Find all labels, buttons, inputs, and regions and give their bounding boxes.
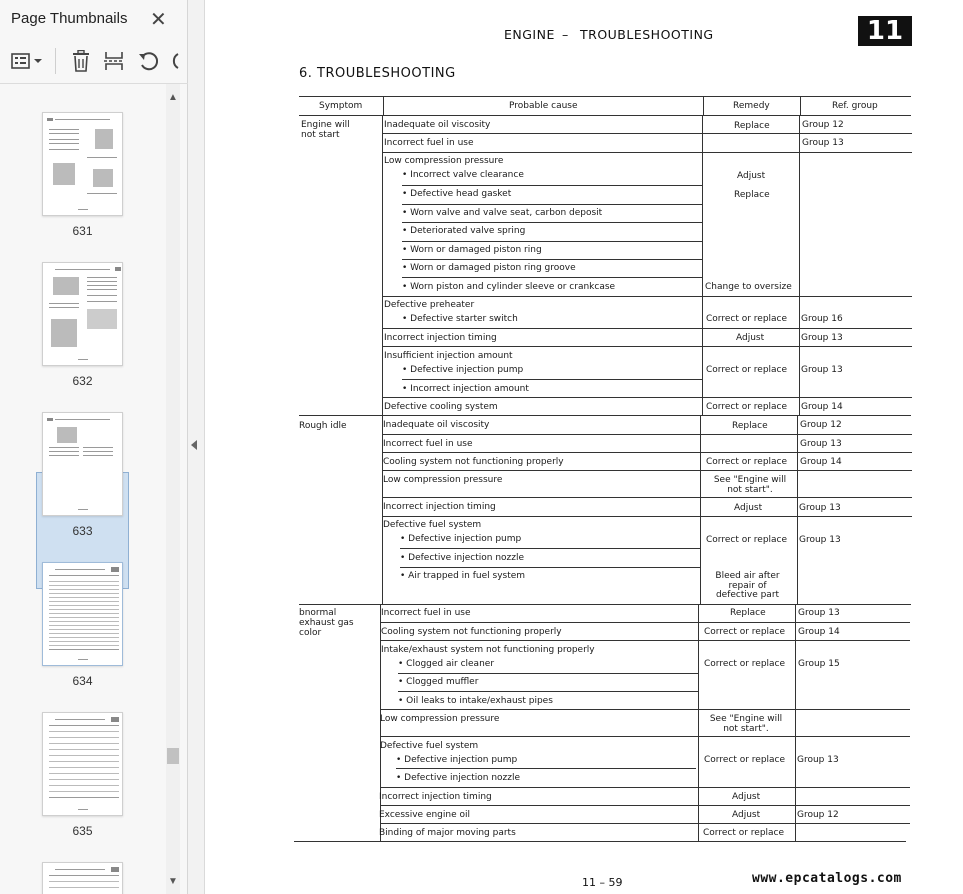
table-cell: Cooling system not functioning properly: [383, 457, 564, 467]
table-cell: • Defective head gasket: [402, 189, 512, 199]
table-cell: Incorrect fuel in use: [384, 138, 474, 148]
page-number: 11 – 59: [582, 876, 623, 889]
table-cell: • Worn piston and cylinder sleeve or crankcase: [402, 282, 616, 292]
column-header-ref: Ref. group: [832, 101, 878, 111]
table-cell: Correct or replace: [703, 828, 785, 838]
table-cell: • Defective injection pump: [396, 755, 518, 765]
table-cell: Correct or replace: [706, 457, 788, 467]
table-cell: Group 13: [801, 365, 843, 375]
header-dash: –: [562, 27, 569, 42]
thumbnail-scrollbar[interactable]: [166, 84, 180, 894]
table-cell: Correct or replace: [704, 659, 786, 669]
thumbnail-page-label: 632: [72, 374, 93, 388]
table-cell: Inadequate oil viscosity: [384, 120, 491, 130]
table-cell: Group 14: [800, 457, 842, 467]
table-cell: Defective fuel system: [380, 741, 479, 751]
table-cell: Incorrect injection timing: [384, 333, 497, 343]
table-cell: Low compression pressure: [383, 475, 503, 485]
table-cell: Low compression pressure: [380, 714, 500, 724]
table-cell: Adjust: [737, 171, 766, 181]
table-cell: Group 13: [797, 755, 839, 765]
table-cell: Group 15: [798, 659, 840, 669]
table-cell: Replace: [734, 190, 770, 200]
table-cell: Replace: [732, 421, 768, 431]
collapse-panel-icon[interactable]: [191, 440, 197, 450]
table-cell: Group 14: [801, 402, 843, 412]
column-header-symptom: Symptom: [319, 101, 363, 111]
toolbar-separator: [55, 48, 56, 74]
table-cell: Correct or replace: [706, 314, 788, 324]
thumbnail-page-label: 635: [72, 824, 93, 838]
extract-pages-icon[interactable]: [101, 48, 127, 74]
document-page: [206, 0, 963, 894]
table-cell: Group 12: [800, 420, 842, 430]
table-cell: Cooling system not functioning properly: [381, 627, 562, 637]
page-thumbnail[interactable]: [42, 112, 123, 216]
table-cell: Group 16: [801, 314, 843, 324]
symptom-abnormal-exhaust: bnormal exhaust gas color: [299, 608, 354, 638]
table-cell: Group 13: [801, 333, 843, 343]
table-cell: • Air trapped in fuel system: [400, 571, 526, 581]
table-cell: • Worn or damaged piston ring: [402, 245, 542, 255]
trash-icon[interactable]: [68, 48, 94, 74]
table-cell: Excessive engine oil: [379, 810, 471, 820]
table-cell: Adjust: [734, 503, 763, 513]
table-cell: Defective preheater: [384, 300, 475, 310]
table-cell: Change to oversize: [705, 282, 792, 292]
table-cell: • Incorrect injection amount: [402, 384, 529, 394]
table-cell: • Incorrect valve clearance: [402, 170, 524, 180]
thumbnails-toolbar: [0, 38, 188, 84]
table-cell: Group 13: [799, 535, 841, 545]
table-cell: Bleed air after repair of defective part: [715, 571, 780, 600]
page-thumbnail[interactable]: [42, 862, 123, 894]
symptom-engine-wont-start: Engine will not start: [301, 120, 350, 140]
scroll-up-icon[interactable]: ▲: [168, 92, 178, 103]
table-cell: Intake/exhaust system not functioning properly: [381, 645, 595, 655]
table-cell: Defective cooling system: [384, 402, 498, 412]
table-cell: • Defective injection nozzle: [396, 773, 521, 783]
close-icon[interactable]: ✕: [150, 9, 167, 31]
table-cell: • Clogged air cleaner: [398, 659, 495, 669]
thumbnail-options-icon[interactable]: [9, 48, 45, 74]
table-cell: Group 12: [797, 810, 839, 820]
section-title: 6. TROUBLESHOOTING: [299, 66, 456, 81]
table-cell: Adjust: [732, 810, 761, 820]
panel-header: [0, 0, 188, 38]
table-cell: • Defective injection pump: [402, 365, 524, 375]
table-cell: Low compression pressure: [384, 156, 504, 166]
panel-collapse-handle[interactable]: [188, 0, 205, 894]
table-cell: • Defective starter switch: [402, 314, 518, 324]
table-cell: Correct or replace: [704, 755, 786, 765]
thumbnail-page-label: 634: [72, 674, 93, 688]
panel-title: Page Thumbnails: [11, 10, 128, 27]
page-thumbnails-panel: [0, 0, 188, 894]
table-cell: Incorrect fuel in use: [383, 439, 473, 449]
thumbnail-page-label: 633: [72, 524, 93, 538]
thumbnail-list[interactable]: [0, 84, 166, 894]
table-cell: Group 13: [798, 608, 840, 618]
table-cell: Group 12: [802, 120, 844, 130]
table-cell: Incorrect fuel in use: [381, 608, 471, 618]
scrollbar-thumb[interactable]: [167, 748, 179, 764]
table-cell: • Defective injection pump: [400, 534, 522, 544]
watermark-text: www.epcatalogs.com: [752, 871, 902, 886]
table-cell: • Deteriorated valve spring: [402, 226, 526, 236]
table-cell: Replace: [734, 121, 770, 131]
page-thumbnail[interactable]: [42, 712, 123, 816]
table-cell: Replace: [730, 608, 766, 618]
column-header-cause: Probable cause: [509, 101, 578, 111]
table-cell: Incorrect injection timing: [379, 792, 492, 802]
table-cell: Correct or replace: [706, 402, 788, 412]
table-cell: Adjust: [732, 792, 761, 802]
table-cell: Incorrect injection timing: [383, 502, 496, 512]
table-cell: Insufficient injection amount: [384, 351, 513, 361]
more-tools-icon[interactable]: [168, 48, 182, 74]
table-cell: • Defective injection nozzle: [400, 553, 525, 563]
table-cell: Group 13: [800, 439, 842, 449]
table-cell: Adjust: [736, 333, 765, 343]
table-cell: Defective fuel system: [383, 520, 482, 530]
header-engine: ENGINE: [504, 27, 555, 42]
symptom-rough-idle: Rough idle: [299, 421, 347, 431]
page-thumbnail[interactable]: [42, 262, 123, 366]
column-header-remedy: Remedy: [733, 101, 770, 111]
page-thumbnail-selected[interactable]: [42, 562, 123, 666]
scroll-down-icon[interactable]: ▼: [168, 876, 178, 887]
table-cell: Group 14: [798, 627, 840, 637]
table-cell: • Oil leaks to intake/exhaust pipes: [398, 696, 553, 706]
table-cell: Group 13: [799, 503, 841, 513]
thumbnail-page-label: 631: [72, 224, 93, 238]
table-cell: • Worn or damaged piston ring groove: [402, 263, 576, 273]
table-cell: Group 13: [802, 138, 844, 148]
table-cell: Correct or replace: [704, 627, 786, 637]
header-troubleshooting: TROUBLESHOOTING: [580, 27, 714, 42]
chapter-number: 11: [858, 16, 912, 46]
table-cell: Binding of major moving parts: [379, 828, 516, 838]
rotate-icon[interactable]: [136, 48, 162, 74]
table-cell: • Clogged muffler: [398, 677, 479, 687]
table-cell: Inadequate oil viscosity: [383, 420, 490, 430]
table-cell: See "Engine will not start".: [713, 475, 787, 495]
table-cell: Correct or replace: [706, 535, 788, 545]
table-cell: See "Engine will not start".: [709, 714, 783, 734]
table-cell: • Worn valve and valve seat, carbon deposit: [402, 208, 603, 218]
page-thumbnail[interactable]: [42, 412, 123, 516]
table-cell: Correct or replace: [706, 365, 788, 375]
